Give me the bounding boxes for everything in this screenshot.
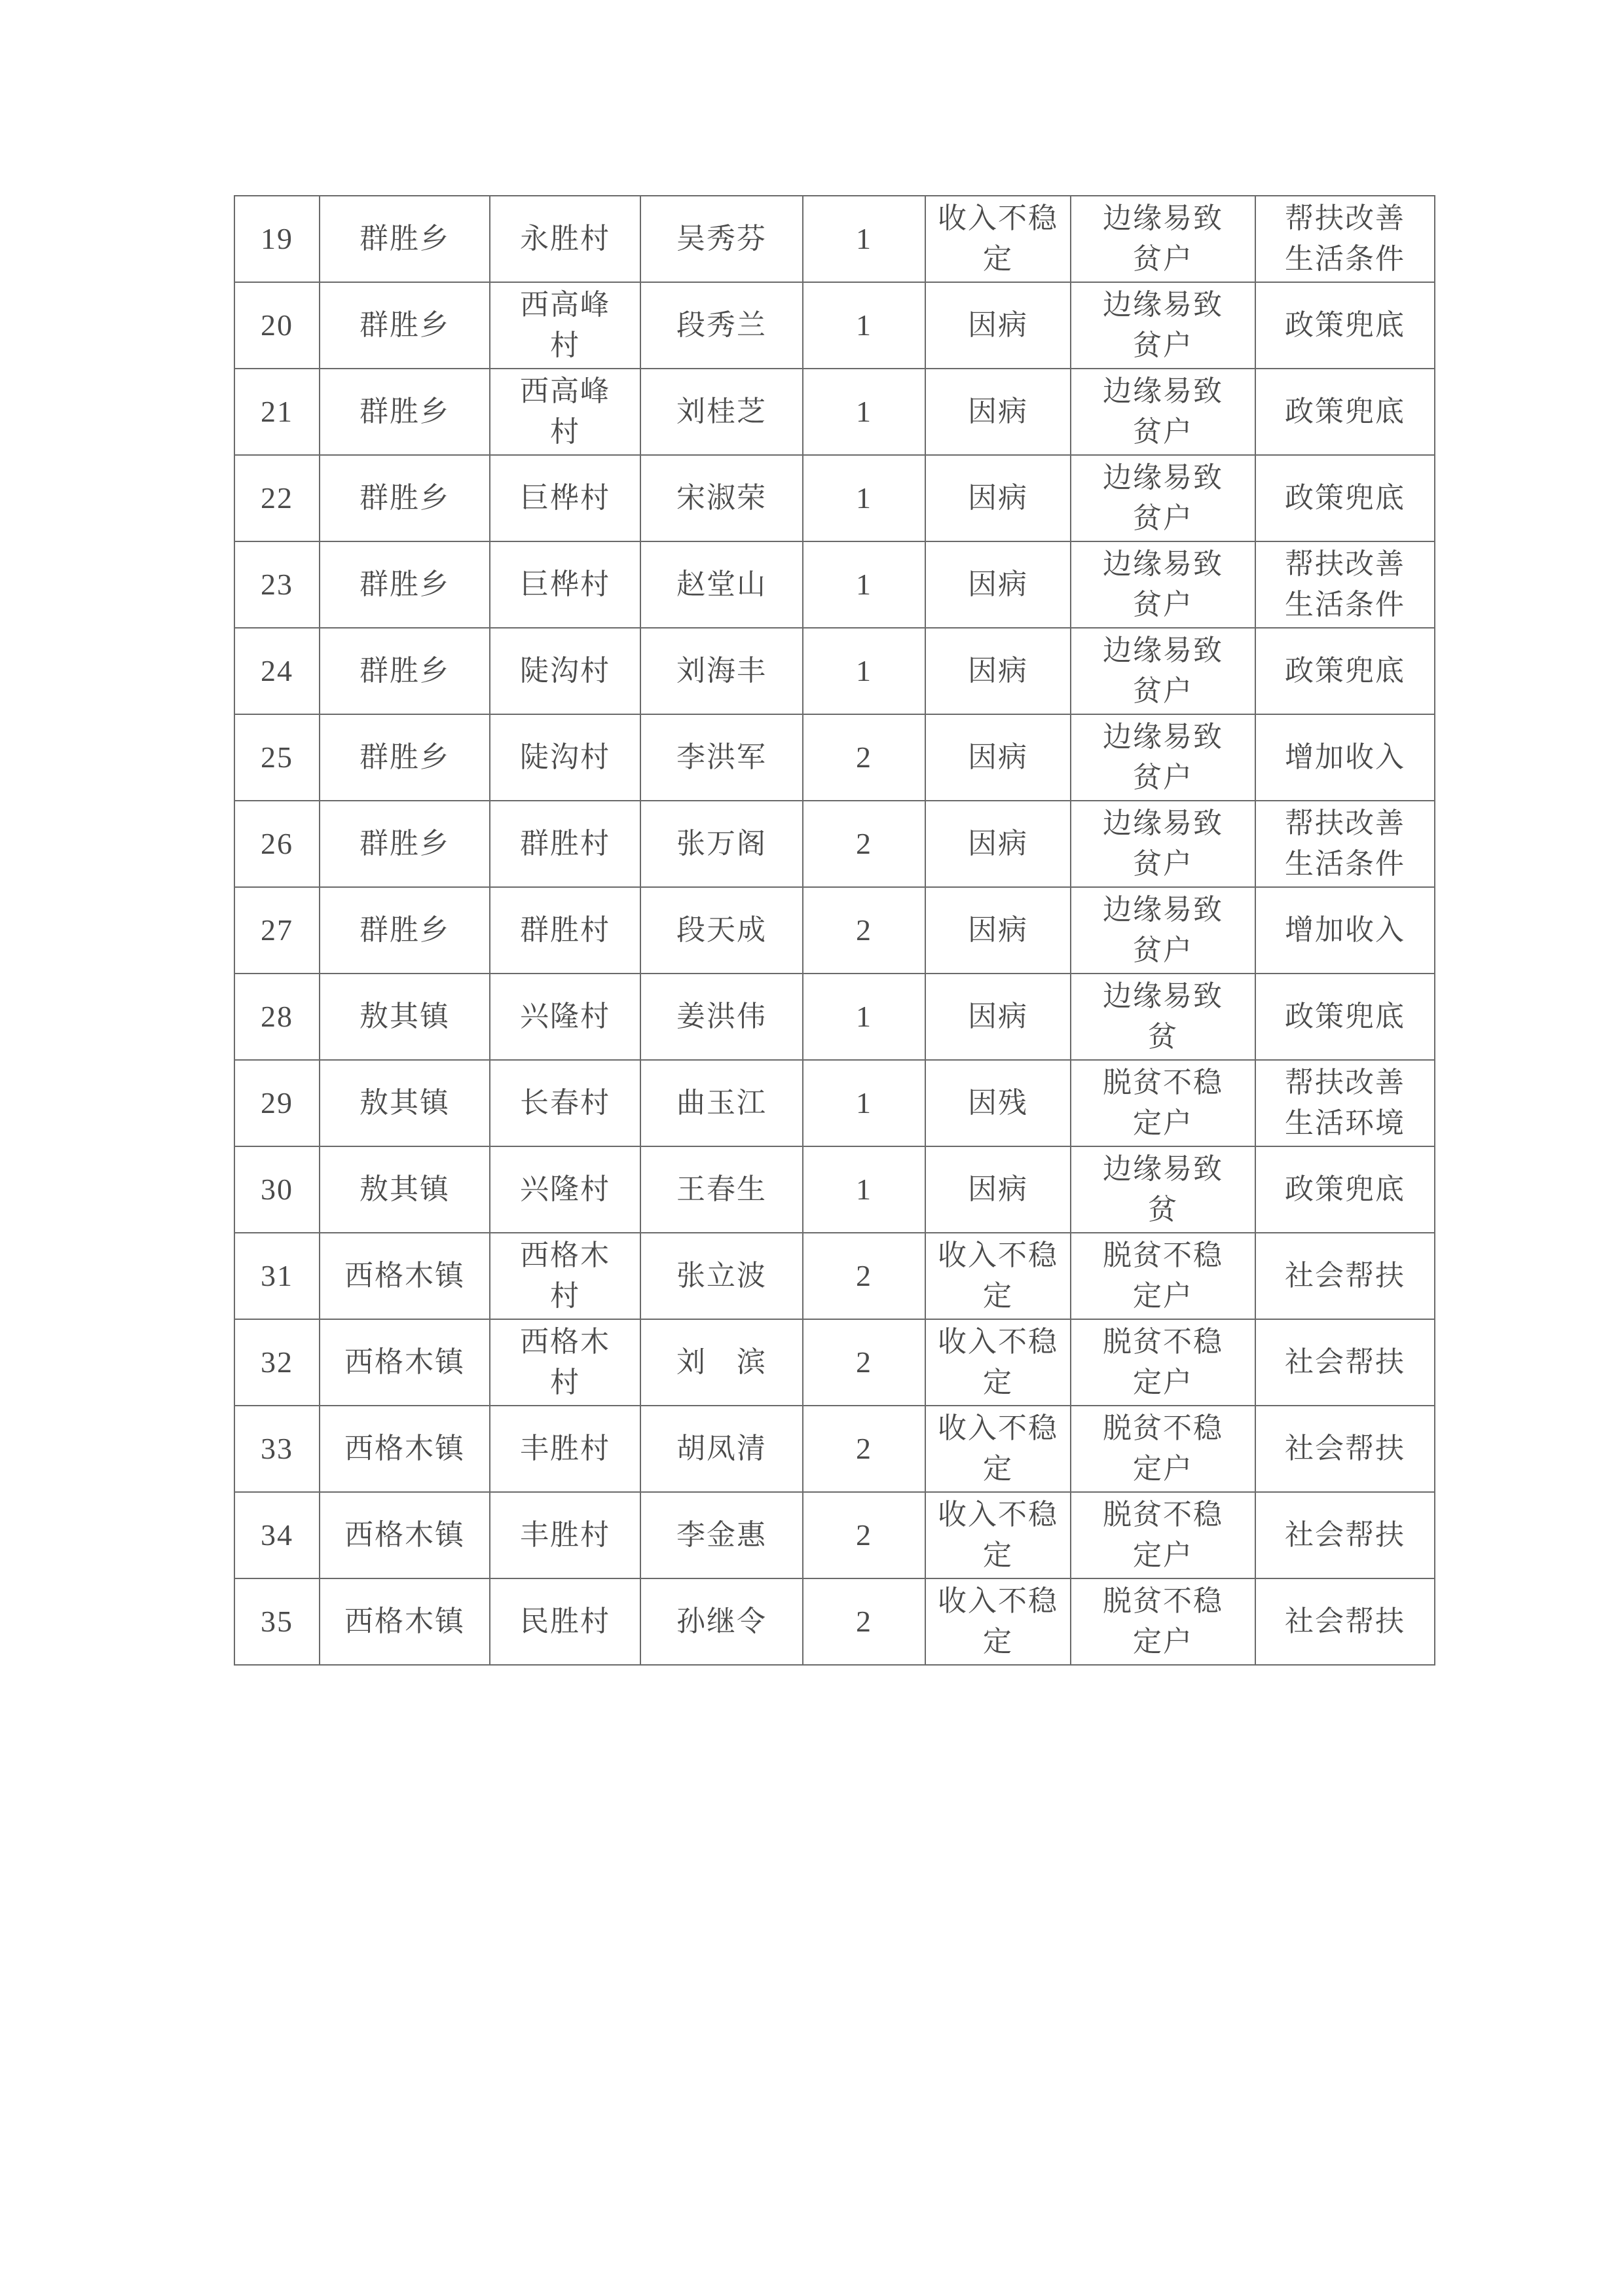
table-row	[234, 714, 1435, 801]
person-name-cell-text: 李金惠	[676, 1518, 767, 1552]
row-number-cell-text: 34	[261, 1518, 293, 1552]
person-name-cell	[640, 1578, 803, 1665]
reason-cell	[925, 1319, 1071, 1406]
household-count-cell-text: 2	[856, 826, 872, 860]
household-type-cell-text: 脱贫不稳定户	[1103, 1325, 1223, 1399]
reason-cell	[925, 628, 1071, 714]
household-type-cell-text: 边缘易致贫户	[1103, 202, 1223, 276]
measure-cell	[1255, 282, 1435, 369]
household-count-cell	[803, 714, 925, 801]
household-type-cell-text: 边缘易致贫户	[1103, 893, 1223, 967]
town-cell	[320, 369, 490, 455]
row-number-cell	[234, 1146, 320, 1233]
person-name-cell	[640, 628, 803, 714]
row-number-cell	[234, 974, 320, 1060]
town-cell-text: 西格木镇	[344, 1432, 465, 1465]
measure-cell-text: 政策兜底	[1285, 395, 1405, 428]
town-cell	[320, 974, 490, 1060]
household-count-cell-text: 2	[856, 913, 872, 947]
person-name-cell-text: 李洪军	[676, 740, 767, 774]
person-name-cell-text: 张立波	[676, 1259, 767, 1292]
town-cell	[320, 455, 490, 541]
measure-cell	[1255, 628, 1435, 714]
town-cell	[320, 887, 490, 974]
household-count-cell-text: 2	[856, 1518, 872, 1552]
reason-cell-text: 因病	[968, 308, 1028, 342]
household-type-cell	[1071, 1406, 1255, 1492]
person-name-cell	[640, 1492, 803, 1578]
reason-cell-text: 因病	[968, 1000, 1028, 1033]
row-number-cell-text: 26	[261, 826, 293, 860]
row-number-cell	[234, 628, 320, 714]
village-cell-text: 兴隆村	[520, 1000, 610, 1033]
household-type-cell-text: 脱贫不稳定户	[1103, 1066, 1223, 1140]
household-count-cell-text: 1	[856, 308, 872, 342]
reason-cell	[925, 1492, 1071, 1578]
village-cell	[490, 369, 640, 455]
town-cell-text: 西格木镇	[344, 1518, 465, 1552]
measure-cell-text: 社会帮扶	[1285, 1345, 1405, 1379]
measure-cell	[1255, 1319, 1435, 1406]
person-name-cell	[640, 1060, 803, 1146]
row-number-cell-text: 33	[261, 1431, 293, 1465]
person-name-cell-text: 胡凤清	[676, 1432, 767, 1465]
household-count-cell	[803, 887, 925, 974]
household-type-cell-text: 边缘易致贫	[1103, 979, 1223, 1053]
row-number-cell-text: 24	[261, 653, 293, 687]
person-name-cell-text: 曲玉江	[676, 1086, 767, 1120]
row-number-cell	[234, 455, 320, 541]
table-row	[234, 1146, 1435, 1233]
household-type-cell	[1071, 801, 1255, 887]
reason-cell-text: 收入不稳定	[938, 1498, 1058, 1572]
measure-cell-text: 政策兜底	[1285, 481, 1405, 515]
household-count-cell	[803, 1492, 925, 1578]
household-type-cell	[1071, 1060, 1255, 1146]
measure-cell-text: 政策兜底	[1285, 654, 1405, 687]
town-cell-text: 群胜乡	[360, 827, 450, 860]
row-number-cell-text: 29	[261, 1085, 293, 1120]
row-number-cell-text: 31	[261, 1258, 293, 1292]
row-number-cell	[234, 714, 320, 801]
household-count-cell	[803, 369, 925, 455]
household-count-cell	[803, 1406, 925, 1492]
row-number-cell-text: 30	[261, 1172, 293, 1206]
town-cell	[320, 801, 490, 887]
person-name-cell-text: 刘海丰	[676, 654, 767, 687]
village-cell-text: 陡沟村	[520, 740, 610, 774]
row-number-cell-text: 22	[261, 481, 293, 515]
reason-cell	[925, 974, 1071, 1060]
measure-cell-text: 增加收入	[1285, 740, 1405, 774]
reason-cell	[925, 801, 1071, 887]
row-number-cell	[234, 282, 320, 369]
reason-cell	[925, 541, 1071, 628]
row-number-cell-text: 27	[261, 913, 293, 947]
town-cell-text: 群胜乡	[360, 481, 450, 515]
row-number-cell	[234, 369, 320, 455]
measure-cell	[1255, 1578, 1435, 1665]
town-cell-text: 群胜乡	[360, 740, 450, 774]
household-count-cell-text: 1	[856, 481, 872, 515]
measure-cell	[1255, 714, 1435, 801]
town-cell	[320, 714, 490, 801]
measure-cell	[1255, 974, 1435, 1060]
village-cell-text: 民胜村	[520, 1605, 610, 1638]
household-type-cell	[1071, 974, 1255, 1060]
table-row	[234, 455, 1435, 541]
household-type-cell-text: 边缘易致贫户	[1103, 461, 1223, 535]
household-type-cell-text: 脱贫不稳定户	[1103, 1239, 1223, 1313]
household-type-cell-text: 脱贫不稳定户	[1103, 1412, 1223, 1485]
household-type-cell-text: 边缘易致贫户	[1103, 288, 1223, 362]
household-type-cell	[1071, 1492, 1255, 1578]
household-type-cell	[1071, 714, 1255, 801]
measure-cell	[1255, 196, 1435, 282]
town-cell-text: 西格木镇	[344, 1605, 465, 1638]
town-cell-text: 群胜乡	[360, 654, 450, 687]
measure-cell	[1255, 801, 1435, 887]
measure-cell	[1255, 1406, 1435, 1492]
person-name-cell	[640, 1406, 803, 1492]
household-count-cell-text: 2	[856, 1258, 872, 1292]
reason-cell-text: 因病	[968, 395, 1028, 428]
row-number-cell	[234, 196, 320, 282]
household-type-cell	[1071, 887, 1255, 974]
person-name-cell	[640, 1146, 803, 1233]
household-type-cell	[1071, 1146, 1255, 1233]
village-cell-text: 陡沟村	[520, 654, 610, 687]
village-cell	[490, 196, 640, 282]
measure-cell	[1255, 1492, 1435, 1578]
village-cell	[490, 1406, 640, 1492]
town-cell	[320, 1060, 490, 1146]
table-row	[234, 1578, 1435, 1665]
table-row	[234, 628, 1435, 714]
table-body	[234, 196, 1435, 1665]
town-cell	[320, 1406, 490, 1492]
village-cell	[490, 974, 640, 1060]
row-number-cell	[234, 801, 320, 887]
town-cell-text: 群胜乡	[360, 308, 450, 342]
household-count-cell	[803, 1146, 925, 1233]
reason-cell	[925, 196, 1071, 282]
household-type-cell	[1071, 455, 1255, 541]
village-cell-text: 西高峰村	[520, 374, 610, 448]
town-cell-text: 群胜乡	[360, 568, 450, 601]
village-cell	[490, 1578, 640, 1665]
person-name-cell	[640, 714, 803, 801]
reason-cell	[925, 714, 1071, 801]
reason-cell-text: 因病	[968, 654, 1028, 687]
row-number-cell-text: 35	[261, 1604, 293, 1638]
household-type-cell	[1071, 628, 1255, 714]
row-number-cell	[234, 887, 320, 974]
town-cell-text: 西格木镇	[344, 1259, 465, 1292]
village-cell	[490, 714, 640, 801]
person-name-cell	[640, 282, 803, 369]
person-name-cell-text: 刘 滨	[676, 1345, 767, 1379]
household-type-cell	[1071, 282, 1255, 369]
person-name-cell-text: 赵堂山	[676, 568, 767, 601]
village-cell-text: 丰胜村	[520, 1518, 610, 1552]
household-count-cell-text: 1	[856, 653, 872, 687]
person-name-cell	[640, 974, 803, 1060]
measure-cell	[1255, 1060, 1435, 1146]
town-cell-text: 群胜乡	[360, 395, 450, 428]
household-count-cell-text: 1	[856, 567, 872, 601]
household-count-cell	[803, 1060, 925, 1146]
person-name-cell-text: 段秀兰	[676, 308, 767, 342]
household-count-cell	[803, 1578, 925, 1665]
village-cell	[490, 455, 640, 541]
village-cell	[490, 1492, 640, 1578]
measure-cell-text: 帮扶改善生活条件	[1285, 202, 1405, 276]
row-number-cell	[234, 541, 320, 628]
row-number-cell	[234, 1060, 320, 1146]
household-count-cell	[803, 541, 925, 628]
household-count-cell-text: 1	[856, 221, 872, 255]
household-count-cell-text: 1	[856, 394, 872, 428]
household-count-cell-text: 1	[856, 999, 872, 1033]
person-name-cell-text: 刘桂芝	[676, 395, 767, 428]
person-name-cell	[640, 1319, 803, 1406]
measure-cell-text: 政策兜底	[1285, 1000, 1405, 1033]
row-number-cell	[234, 1578, 320, 1665]
reason-cell-text: 因病	[968, 1173, 1028, 1206]
table-row	[234, 1319, 1435, 1406]
table-row	[234, 282, 1435, 369]
household-count-cell-text: 2	[856, 1604, 872, 1638]
town-cell-text: 敖其镇	[360, 1173, 450, 1206]
table-row	[234, 974, 1435, 1060]
row-number-cell	[234, 1319, 320, 1406]
village-cell	[490, 801, 640, 887]
household-type-cell-text: 边缘易致贫户	[1103, 807, 1223, 881]
reason-cell	[925, 1406, 1071, 1492]
household-type-cell	[1071, 196, 1255, 282]
person-name-cell-text: 段天成	[676, 913, 767, 947]
town-cell	[320, 541, 490, 628]
town-cell	[320, 1233, 490, 1319]
village-cell-text: 西格木村	[520, 1239, 610, 1313]
town-cell	[320, 1578, 490, 1665]
person-name-cell	[640, 887, 803, 974]
village-cell	[490, 282, 640, 369]
person-name-cell	[640, 541, 803, 628]
row-number-cell	[234, 1233, 320, 1319]
town-cell	[320, 1492, 490, 1578]
village-cell-text: 丰胜村	[520, 1432, 610, 1465]
village-cell-text: 巨桦村	[520, 481, 610, 515]
village-cell	[490, 1233, 640, 1319]
household-type-cell-text: 边缘易致贫户	[1103, 374, 1223, 448]
village-cell-text: 巨桦村	[520, 568, 610, 601]
measure-cell-text: 社会帮扶	[1285, 1432, 1405, 1465]
row-number-cell-text: 21	[261, 394, 293, 428]
table-row	[234, 1406, 1435, 1492]
row-number-cell	[234, 1492, 320, 1578]
town-cell	[320, 1319, 490, 1406]
measure-cell-text: 帮扶改善生活条件	[1285, 547, 1405, 621]
household-count-cell	[803, 1319, 925, 1406]
measure-cell-text: 社会帮扶	[1285, 1259, 1405, 1292]
measure-cell	[1255, 1146, 1435, 1233]
household-type-cell-text: 边缘易致贫户	[1103, 720, 1223, 794]
person-name-cell	[640, 455, 803, 541]
household-type-cell-text: 边缘易致贫户	[1103, 547, 1223, 621]
person-name-cell	[640, 1233, 803, 1319]
village-cell-text: 长春村	[520, 1086, 610, 1120]
row-number-cell	[234, 1406, 320, 1492]
household-count-cell	[803, 196, 925, 282]
village-cell	[490, 887, 640, 974]
person-name-cell-text: 宋淑荣	[676, 481, 767, 515]
household-type-cell-text: 边缘易致贫	[1103, 1152, 1223, 1226]
household-type-cell	[1071, 1233, 1255, 1319]
household-count-cell	[803, 1233, 925, 1319]
row-number-cell-text: 32	[261, 1345, 293, 1379]
reason-cell-text: 因残	[968, 1086, 1028, 1120]
measure-cell	[1255, 369, 1435, 455]
table-row	[234, 887, 1435, 974]
town-cell-text: 西格木镇	[344, 1345, 465, 1379]
row-number-cell-text: 20	[261, 308, 293, 342]
row-number-cell-text: 19	[261, 221, 293, 255]
person-name-cell-text: 张万阁	[676, 827, 767, 860]
measure-cell	[1255, 455, 1435, 541]
measure-cell	[1255, 1233, 1435, 1319]
table-row	[234, 369, 1435, 455]
reason-cell	[925, 1060, 1071, 1146]
measure-cell-text: 帮扶改善生活条件	[1285, 807, 1405, 881]
household-count-cell	[803, 974, 925, 1060]
household-table	[234, 195, 1435, 1666]
table-row	[234, 1060, 1435, 1146]
measure-cell-text: 政策兜底	[1285, 1173, 1405, 1206]
household-count-cell	[803, 455, 925, 541]
household-type-cell-text: 脱贫不稳定户	[1103, 1584, 1223, 1658]
town-cell-text: 群胜乡	[360, 222, 450, 255]
person-name-cell-text: 孙继令	[676, 1605, 767, 1638]
household-type-cell	[1071, 369, 1255, 455]
village-cell	[490, 1060, 640, 1146]
village-cell-text: 兴隆村	[520, 1173, 610, 1206]
reason-cell	[925, 1578, 1071, 1665]
person-name-cell	[640, 801, 803, 887]
table-row	[234, 196, 1435, 282]
household-count-cell	[803, 628, 925, 714]
reason-cell	[925, 1233, 1071, 1319]
reason-cell-text: 收入不稳定	[938, 1584, 1058, 1658]
household-count-cell-text: 2	[856, 1431, 872, 1465]
town-cell-text: 敖其镇	[360, 1086, 450, 1120]
reason-cell	[925, 887, 1071, 974]
person-name-cell	[640, 369, 803, 455]
person-name-cell	[640, 196, 803, 282]
person-name-cell-text: 姜洪伟	[676, 1000, 767, 1033]
reason-cell-text: 因病	[968, 568, 1028, 601]
measure-cell-text: 社会帮扶	[1285, 1518, 1405, 1552]
person-name-cell-text: 吴秀芬	[676, 222, 767, 255]
row-number-cell-text: 25	[261, 740, 293, 774]
reason-cell	[925, 282, 1071, 369]
table-row	[234, 541, 1435, 628]
reason-cell-text: 收入不稳定	[938, 1325, 1058, 1399]
village-cell	[490, 628, 640, 714]
village-cell-text: 永胜村	[520, 222, 610, 255]
household-count-cell-text: 1	[856, 1085, 872, 1120]
household-type-cell-text: 脱贫不稳定户	[1103, 1498, 1223, 1572]
town-cell	[320, 196, 490, 282]
table-row	[234, 1233, 1435, 1319]
household-count-cell-text: 2	[856, 740, 872, 774]
household-count-cell	[803, 282, 925, 369]
reason-cell-text: 因病	[968, 740, 1028, 774]
table-row	[234, 1492, 1435, 1578]
household-count-cell-text: 2	[856, 1345, 872, 1379]
measure-cell-text: 帮扶改善生活环境	[1285, 1066, 1405, 1140]
measure-cell-text: 社会帮扶	[1285, 1605, 1405, 1638]
village-cell	[490, 541, 640, 628]
reason-cell-text: 收入不稳定	[938, 1239, 1058, 1313]
measure-cell	[1255, 541, 1435, 628]
town-cell-text: 敖其镇	[360, 1000, 450, 1033]
table-row	[234, 801, 1435, 887]
measure-cell-text: 增加收入	[1285, 913, 1405, 947]
reason-cell-text: 因病	[968, 913, 1028, 947]
household-type-cell-text: 边缘易致贫户	[1103, 634, 1223, 708]
village-cell-text: 群胜村	[520, 827, 610, 860]
reason-cell-text: 收入不稳定	[938, 1412, 1058, 1485]
measure-cell-text: 政策兜底	[1285, 308, 1405, 342]
measure-cell	[1255, 887, 1435, 974]
reason-cell-text: 因病	[968, 481, 1028, 515]
household-type-cell	[1071, 1319, 1255, 1406]
village-cell-text: 西格木村	[520, 1325, 610, 1399]
household-type-cell	[1071, 541, 1255, 628]
reason-cell	[925, 455, 1071, 541]
reason-cell-text: 收入不稳定	[938, 202, 1058, 276]
household-count-cell	[803, 801, 925, 887]
row-number-cell-text: 23	[261, 567, 293, 601]
household-count-cell-text: 1	[856, 1172, 872, 1206]
village-cell	[490, 1146, 640, 1233]
reason-cell	[925, 1146, 1071, 1233]
household-type-cell	[1071, 1578, 1255, 1665]
reason-cell-text: 因病	[968, 827, 1028, 860]
town-cell-text: 群胜乡	[360, 913, 450, 947]
village-cell	[490, 1319, 640, 1406]
village-cell-text: 西高峰村	[520, 288, 610, 362]
reason-cell	[925, 369, 1071, 455]
person-name-cell-text: 王春生	[676, 1173, 767, 1206]
town-cell	[320, 1146, 490, 1233]
town-cell	[320, 628, 490, 714]
town-cell	[320, 282, 490, 369]
row-number-cell-text: 28	[261, 999, 293, 1033]
village-cell-text: 群胜村	[520, 913, 610, 947]
